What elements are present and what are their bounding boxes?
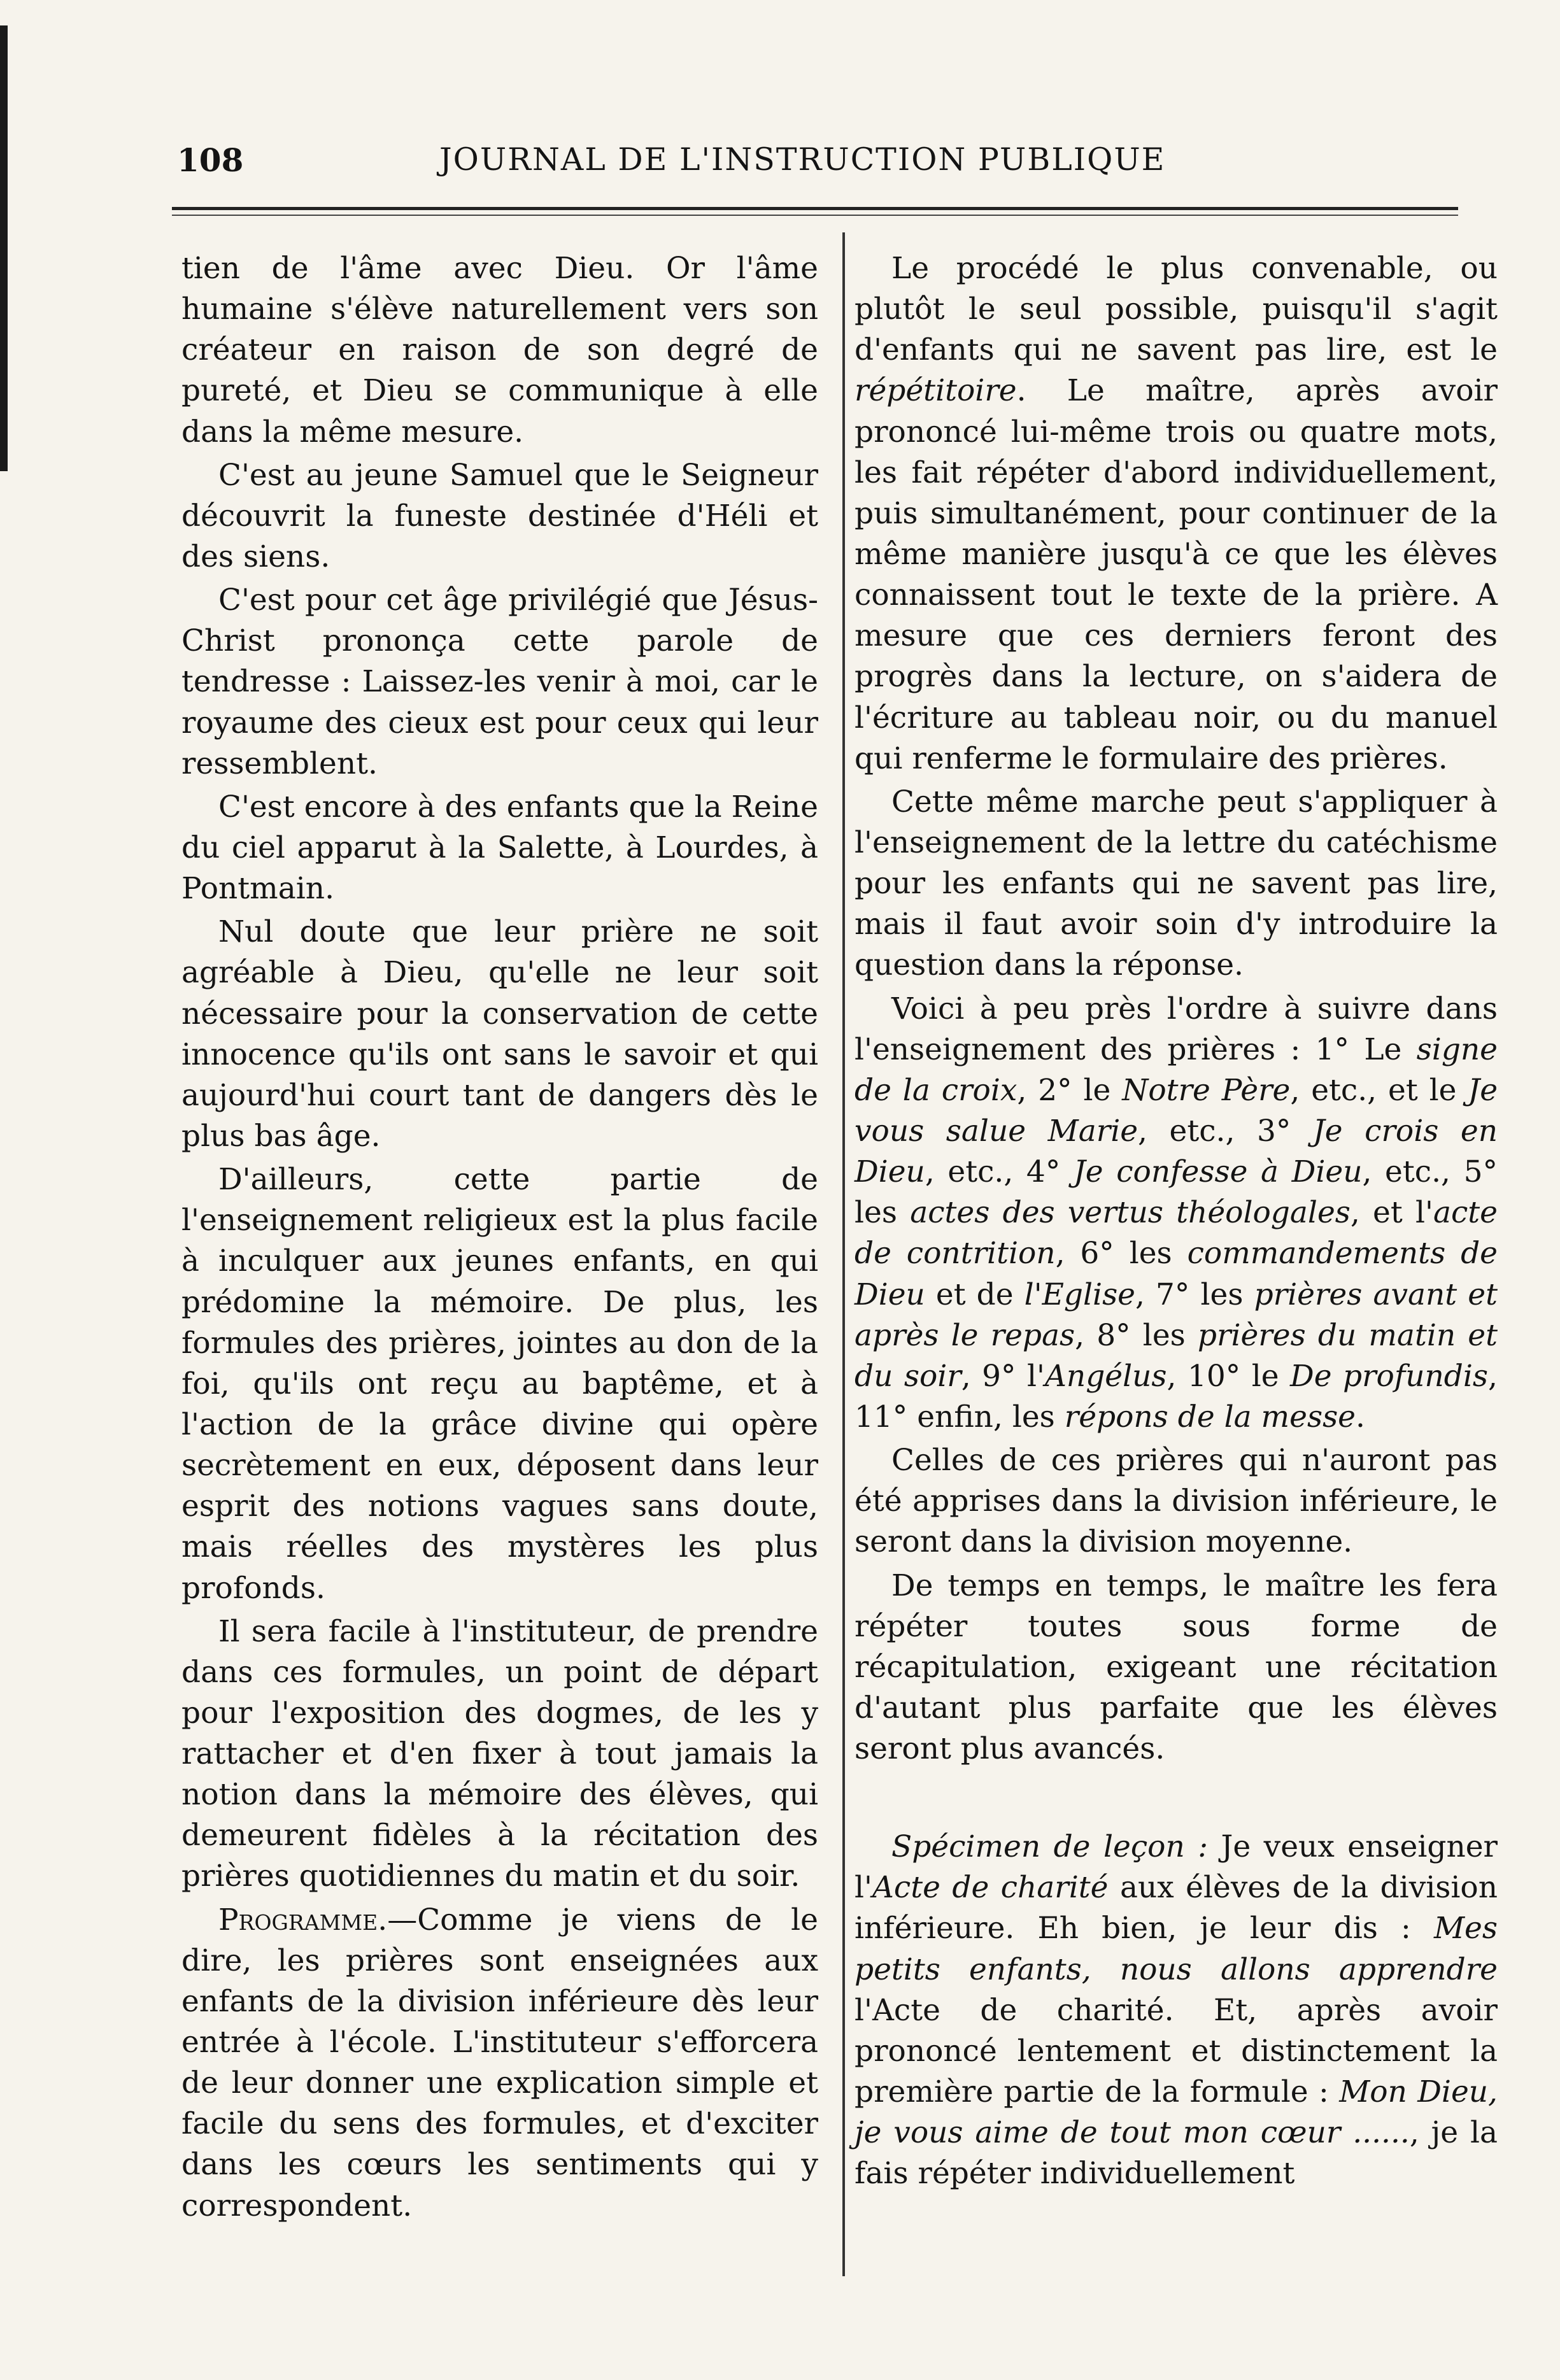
paragraph: D'ailleurs, cette partie de l'enseignement religieux est la plus facile à inculquer aux jeunes enfants, en qui prédomine la mémoire. De plus, les formules des prières, jointes au don de la foi, qu'ils ont reçu au baptême, et à l'action de la grâce divine qui opère secrètement en eux, déposent dans leur esprit des notions vagues sans doute, mais réelles des mystères les plus profonds. [181, 1162, 818, 1606]
paragraph: Celles de ces prières qui n'auront pas été apprises dans la division inférieure, le seront dans la division moyenne. [854, 1443, 1498, 1560]
running-title: JOURNAL DE L'INSTRUCTION PUBLIQUE [439, 141, 1166, 178]
programme-label: Programme. [218, 1902, 388, 1937]
italic-run: répétitoire [854, 373, 1017, 409]
italic-run: Je confesse à Dieu [1073, 1154, 1363, 1190]
paragraph: De temps en temps, le maître les fera répéter toutes sous forme de récapitulation, exigeant une récitation d'autant plus parfaite que les élèves seront plus avancés. [854, 1568, 1498, 1767]
paragraph: tien de l'âme avec Dieu. Or l'âme humaine s'élève naturellement vers son créateur en raison de son degré de pureté, et Dieu se communique à elle dans la même mesure. [181, 251, 818, 450]
text-run: , je la fais répéter individuellement [854, 2115, 1498, 2192]
paragraph: Il sera facile à l'instituteur, de prendre dans ces formules, un point de départ pour l'exposition des dogmes, de les y rattacher et d'en fixer à tout jamais la notion dans la mémoire des élèves, qui demeurent fidèles à la récitation des prières quotidiennes du matin et du soir. [181, 1613, 818, 1894]
italic-run: acte de contrition [854, 1195, 1498, 1271]
text-run: Je veux enseigner l' [854, 1829, 1498, 1906]
italic-run: Je crois en Dieu [854, 1113, 1498, 1190]
paragraph-programme [181, 1900, 818, 2227]
paragraph: Cette même marche peut s'appliquer à l'enseignement de la lettre du catéchisme pour les enfants qui ne savent pas lire, mais il faut avoir soin d'y introduire la question dans la réponse. [854, 784, 1498, 983]
italic-run: prières avant et après le repas [854, 1277, 1498, 1353]
programme-text: —Comme je viens de le dire, les prières sont enseignées aux enfants de la division inférieure dès leur entrée à l'école. L'instituteur s'efforcera de leur donner une explication simple et facile du sens des formules, et d'exciter dans les cœurs les sentiments qui y correspondent. [181, 1902, 818, 2223]
text-run: , 7° les [1135, 1277, 1254, 1312]
text-run: , etc., 4° [925, 1154, 1074, 1190]
right-column [854, 248, 1498, 2197]
italic-run: actes des vertus théologales [910, 1195, 1351, 1231]
paragraph [854, 989, 1498, 1438]
text-run: . [1356, 1399, 1365, 1434]
text-run: et de [925, 1277, 1025, 1312]
paragraph [854, 248, 1498, 779]
scan-edge-mark [0, 25, 8, 471]
text-run: , etc., et le [1290, 1072, 1468, 1108]
paragraph-specimen [854, 1827, 1498, 2194]
italic-run: Mon Dieu, je vous aime de tout mon cœur ...... [854, 2074, 1498, 2151]
italic-run: signe de la croix [854, 1031, 1498, 1108]
text-run: , et l' [1350, 1195, 1433, 1231]
text-run: . Le maître, après avoir prononcé lui-même trois ou quatre mots, les fait répéter d'abord individuellement, puis simultanément, pour continuer de la même manière jusqu'à ce que les élèves connaissent tout le texte de la prière. A mesure que ces derniers feront des progrès dans la lecture, on s'aidera de l'écriture au tableau noir, ou du manuel qui renferme le formulaire des prières. [854, 373, 1498, 776]
italic-run: Spécimen de leçon : [891, 1829, 1209, 1865]
italic-run: l'Eglise [1024, 1277, 1136, 1312]
text-run: , 2° le [1017, 1072, 1123, 1108]
text-run: , etc., 5° les [854, 1154, 1498, 1231]
column-divider [842, 232, 845, 2276]
text-run: , etc., 3° [1138, 1113, 1313, 1149]
header-rule [172, 207, 1458, 210]
italic-run: prières du matin et du soir [854, 1317, 1498, 1394]
left-column [181, 248, 818, 2229]
italic-run: Mes petits enfants, nous allons apprendre [854, 1911, 1498, 1987]
text-run: l'Acte de charité. Et, après avoir prononcé lentement et distinctement la première partie de la formule : [854, 1992, 1498, 2110]
page-number: 108 [177, 141, 244, 179]
italic-run: répons de la messe [1064, 1399, 1356, 1434]
text-run: , 10° le [1166, 1358, 1291, 1394]
italic-run: Acte de charité [872, 1870, 1109, 1906]
italic-run: commandements de Dieu [854, 1236, 1498, 1312]
text-run: , 11° enfin, les [854, 1358, 1498, 1434]
paragraph: C'est pour cet âge privilégié que Jésus-Christ prononça cette parole de tendresse : Laissez-les venir à moi, car le royaume des cieux est pour ceux qui leur ressemblent. [181, 583, 818, 781]
paragraph: C'est encore à des enfants que la Reine du ciel apparut à la Salette, à Lourdes, à Pontmain. [181, 789, 818, 907]
italic-run: Je vous salue Marie [854, 1072, 1498, 1149]
text-run: , 8° les [1075, 1317, 1198, 1353]
header-rule-thin [172, 215, 1458, 216]
text-run: , 9° l' [961, 1358, 1045, 1394]
italic-run: De profundis [1290, 1358, 1489, 1394]
page-header [172, 141, 1484, 192]
text-run: Le procédé le plus convenable, ou plutôt le seul possible, puisqu'il s'agit d'enfants qui ne savent pas lire, est le [854, 251, 1498, 368]
paragraph: C'est au jeune Samuel que le Seigneur découvrit la funeste destinée d'Héli et des siens. [181, 457, 818, 574]
text-run: Voici à peu près l'ordre à suivre dans l'enseignement des prières : 1° Le [854, 991, 1498, 1067]
italic-run: Notre Père [1122, 1072, 1291, 1108]
text-run: aux élèves de la division inférieure. Eh bien, je leur dis : [854, 1870, 1498, 1946]
italic-run: Angélus [1044, 1358, 1167, 1394]
text-run: , 6° les [1055, 1236, 1188, 1271]
paragraph: Nul doute que leur prière ne soit agréable à Dieu, qu'elle ne leur soit nécessaire pour la conservation de cette innocence qu'ils ont sans le savoir et qui aujourd'hui court tant de dangers dès le plus bas âge. [181, 914, 818, 1154]
